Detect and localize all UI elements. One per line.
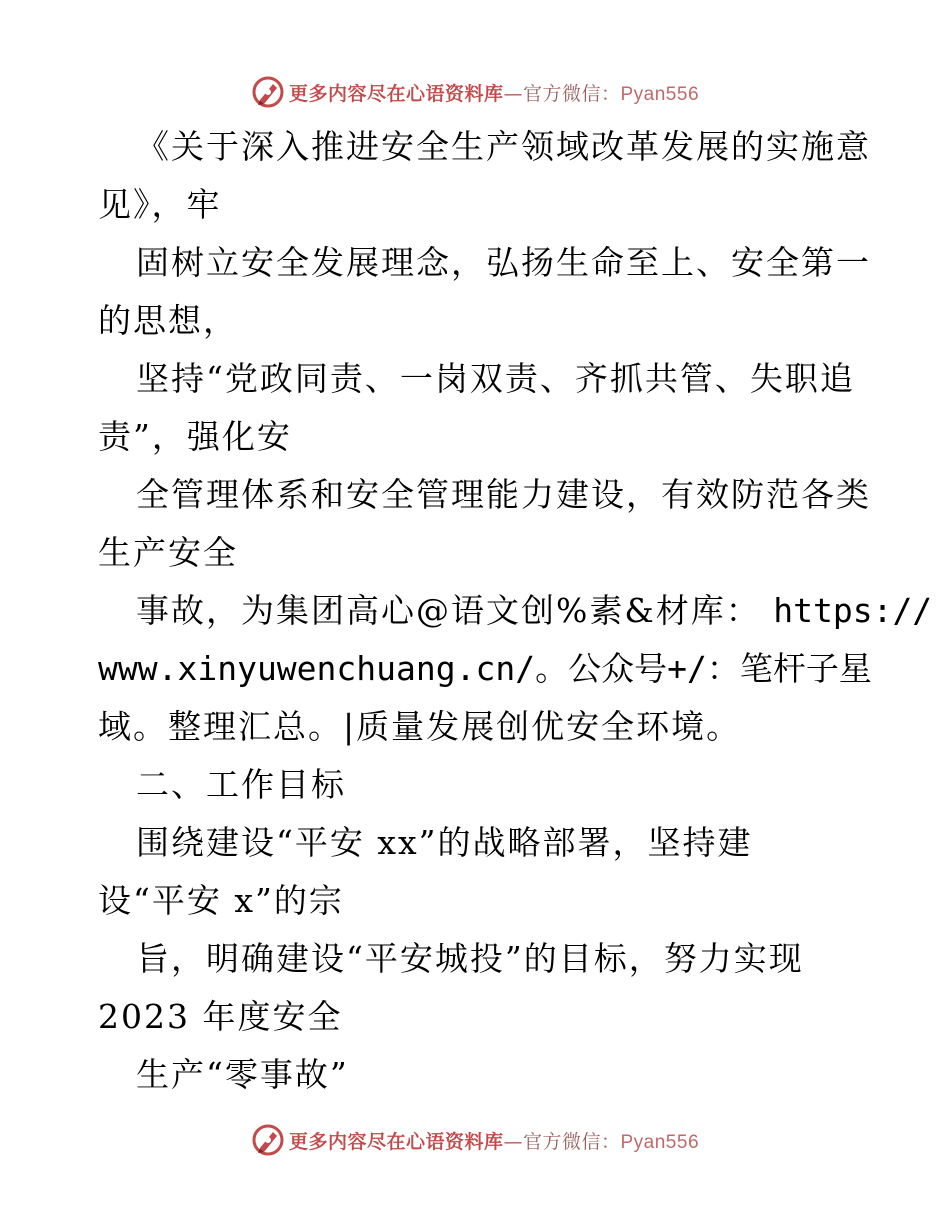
document-body (98, 118, 933, 1104)
pen-logo-icon (251, 1123, 285, 1157)
body-line-7: 全管理体系和安全管理能力建设，有效防范各类 (136, 475, 871, 514)
section-heading-work-goals: 二、工作目标 (136, 765, 346, 804)
body-line-17: 生产“零事故” (136, 1055, 349, 1094)
watermark-wechat-id: Pyan556 (620, 83, 700, 105)
body-line-13: 围绕建设“平安 xx”的战略部署，坚持建 (136, 823, 753, 862)
watermark-wechat-id: Pyan556 (620, 1131, 700, 1153)
watermark-brand: 更多内容尽在心语资料库 (288, 82, 504, 105)
footer-watermark (0, 1120, 950, 1160)
watermark-brand: 更多内容尽在心语资料库 (288, 1130, 504, 1153)
body-line-8: 生产安全 (98, 533, 238, 572)
body-line-16: 2023 年度安全 (98, 997, 343, 1036)
body-line-5: 坚持“党政同责、一岗双责、齐抓共管、失职追 (136, 359, 855, 398)
body-line-14: 设“平安 x”的宗 (98, 881, 344, 920)
body-line-15: 旨，明确建设“平安城投”的目标，努力实现 (136, 939, 804, 978)
body-line-9-text: 事故，为集团高心@语文创%素&材库： (136, 591, 761, 630)
body-line-3: 固树立安全发展理念，弘扬生命至上、安全第一 (136, 243, 871, 282)
body-line-9-url: https:// (773, 591, 933, 630)
body-line-6: 责”，强化安 (98, 417, 292, 456)
watermark-separator: — (503, 1130, 523, 1153)
pen-logo-icon (251, 75, 285, 109)
watermark-text (289, 1127, 699, 1154)
body-line-2: 见》，牢 (98, 185, 222, 224)
watermark-official-label: 官方微信： (522, 1130, 621, 1153)
header-watermark (0, 72, 950, 112)
body-line-1: 《关于深入推进安全生产领域改革发展的实施意 (136, 127, 871, 166)
watermark-separator: — (503, 82, 523, 105)
body-line-9 (98, 582, 933, 640)
body-line-11: 域。整理汇总。|质量发展创优安全环境。 (98, 707, 742, 746)
watermark-text (289, 79, 699, 106)
body-line-4: 的思想， (98, 301, 238, 340)
body-line-10: www.xinyuwenchuang.cn/。公众号+/：笔杆子星 (98, 649, 872, 688)
watermark-official-label: 官方微信： (522, 82, 621, 105)
